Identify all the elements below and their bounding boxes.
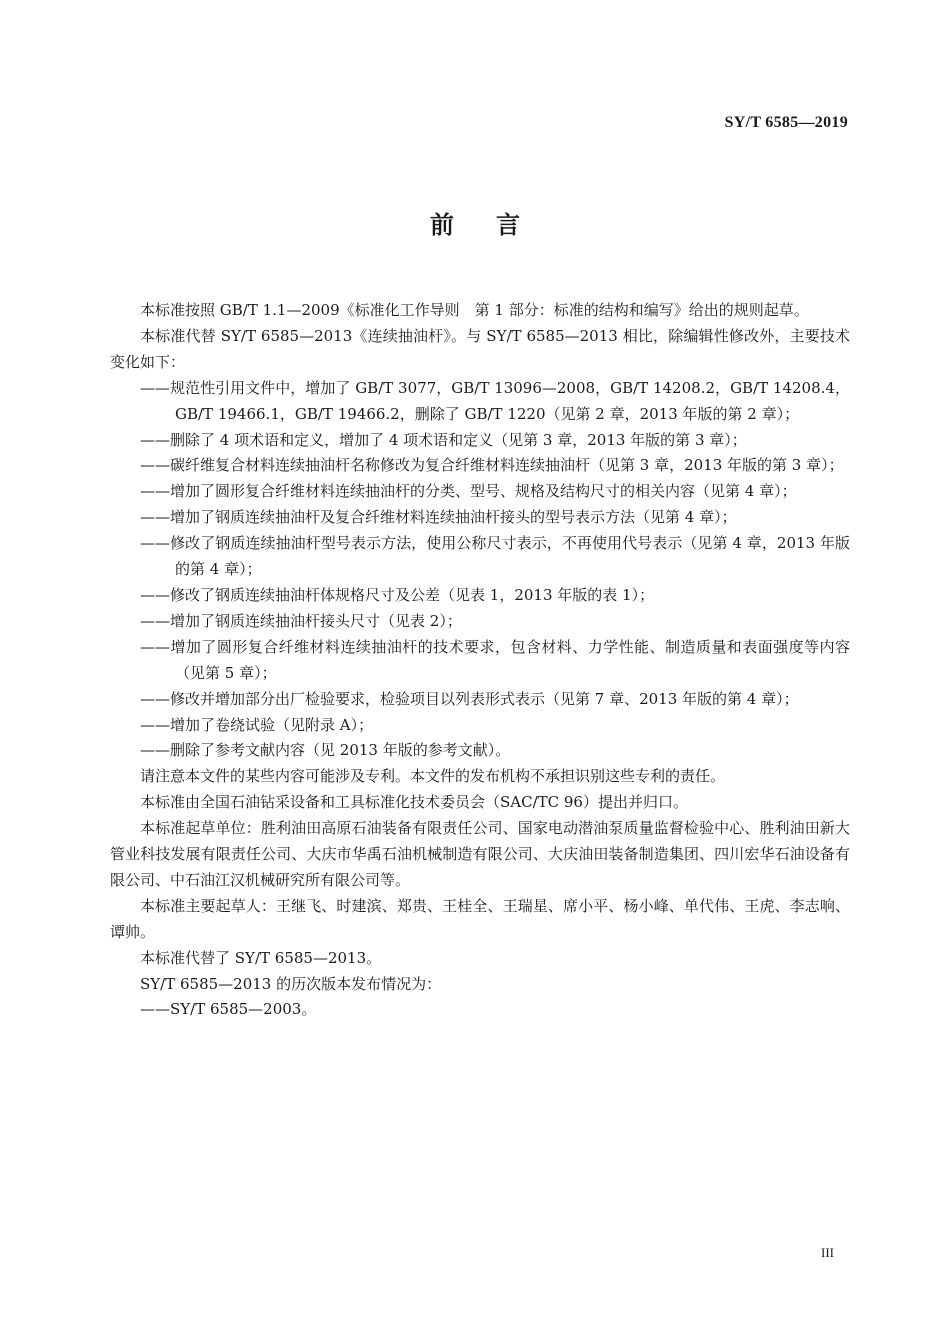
paragraph-patent-notice: 请注意本文件的某些内容可能涉及专利。本文件的发布机构不承担识别这些专利的责任。 bbox=[140, 767, 726, 786]
change-item: ——增加了卷绕试验（见附录 A）； bbox=[140, 715, 374, 734]
change-item: ——修改了钢质连续抽油杆体规格尺寸及公差（见表 1，2013 年版的表 1）； bbox=[140, 585, 655, 604]
change-item: ——增加了钢质连续抽油杆及复合纤维材料连续抽油杆接头的型号表示方法（见第 4 章）； bbox=[140, 508, 737, 527]
paragraph-history-intro: SY/T 6585—2013 的历次版本发布情况为： bbox=[140, 974, 442, 993]
paragraph-replacement: 本标准代替 SY/T 6585—2013《连续抽油杆》。与 SY/T 6585—2013 相比，除编辑性修改外，主要技术变化如下： bbox=[110, 326, 850, 371]
page-number: III bbox=[821, 1245, 834, 1260]
paragraph-drafting-units: 本标准起草单位：胜利油田高原石油装备有限责任公司、国家电动潜油泵质量监督检验中心、胜利油田新大管业科技发展有限责任公司、大庆市华禹石油机械制造有限公司、大庆油田装备制造集团、四川宏华石油设备有限公司、中石油江汉机械研究所有限公司等。 bbox=[110, 819, 850, 889]
change-item: ——修改了钢质连续抽油杆型号表示方法，使用公称尺寸表示，不再使用代号表示（见第 4 章，2013 年版的第 4 章）； bbox=[140, 534, 850, 579]
foreword-body bbox=[110, 298, 850, 1023]
paragraph-replaces: 本标准代替了 SY/T 6585—2013。 bbox=[140, 948, 382, 967]
paragraph-proposer: 本标准由全国石油钻采设备和工具标准化技术委员会（SAC/TC 96）提出并归口。 bbox=[140, 793, 688, 812]
change-item: ——删除了 4 项术语和定义，增加了 4 项术语和定义（见第 3 章，2013 年版的第 3 章）； bbox=[140, 430, 747, 449]
history-item: ——SY/T 6585—2003。 bbox=[140, 1000, 317, 1019]
change-item: ——增加了圆形复合纤维材料连续抽油杆的分类、型号、规格及结构尺寸的相关内容（见第 4 章）； bbox=[140, 482, 797, 501]
page-title: 前言 bbox=[430, 211, 562, 239]
change-item: ——删除了参考文献内容（见 2013 年版的参考文献）。 bbox=[140, 741, 511, 760]
paragraph-drafters: 本标准主要起草人：王继飞、时建滨、郑贵、王桂全、王瑞星、席小平、杨小峰、单代伟、王虎、李志响、谭帅。 bbox=[110, 896, 850, 941]
standard-code: SY/T 6585—2019 bbox=[724, 114, 848, 131]
change-item: ——增加了圆形复合纤维材料连续抽油杆的技术要求，包含材料、力学性能、制造质量和表面强度等内容（见第 5 章）； bbox=[140, 637, 850, 682]
change-item: ——碳纤维复合材料连续抽油杆名称修改为复合纤维材料连续抽油杆（见第 3 章，2013 年版的第 3 章）； bbox=[140, 456, 844, 475]
change-item: ——规范性引用文件中，增加了 GB/T 3077，GB/T 13096—2008，GB/T 14208.2，GB/T 14208.4，GB/T 19466.1，GB/T 19466.2，删除了 GB/T 1220（见第 2 章，2013 年版的第 2 章）； bbox=[140, 378, 850, 423]
change-item: ——修改并增加部分出厂检验要求，检验项目以列表形式表示（见第 7 章、2013 年版的第 4 章）； bbox=[140, 689, 799, 708]
paragraph-drafting-rules: 本标准按照 GB/T 1.1—2009《标准化工作导则 第 1 部分：标准的结构和编写》给出的规则起草。 bbox=[140, 301, 809, 319]
change-item: ——增加了钢质连续抽油杆接头尺寸（见表 2）； bbox=[140, 611, 462, 630]
